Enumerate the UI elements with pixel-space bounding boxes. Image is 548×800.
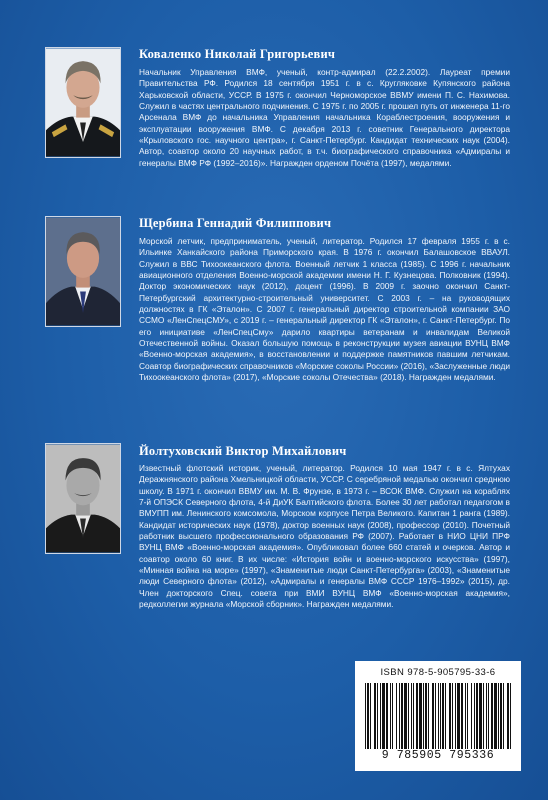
barcode-bar xyxy=(440,683,441,749)
barcode-bar xyxy=(507,683,509,749)
biography-text: Начальник Управления ВМФ, ученый, контр-адмирал (22.2.2002). Лауреат премии Правительства РФ. Родился 18 сентября 1951 г. в с. Кругляковке Купянского района Харьковской области, УССР. В 1975 г. окончил Черноморское ВВМУ имени П. С. Нахимова. Служил в частях центрального подчинения. С 1975 г. по 2005 г. прошел путь от инженера 11-го Арсенала ВМФ до начальника Управления начальника Кораблестроения, вооружения и эксплуатации вооружения ВМФ. С декабря 2013 г. советник Генерального директора «Крыловского гос. научного центра», г. Санкт-Петербург. Кандидат технических наук (2004). Автор, соавтор около 20 научных работ, в т.ч. биографического справочника «Адмиралы и генералы ВМФ РФ (1992–2016)». Награжден орденом Почёта (1997), медалями. xyxy=(139,67,510,168)
barcode-bar xyxy=(465,683,466,749)
barcode-bar xyxy=(432,683,434,749)
barcode-bar xyxy=(445,683,446,749)
isbn-barcode-box xyxy=(355,661,521,771)
barcode-bar xyxy=(419,683,422,749)
barcode-bar xyxy=(435,683,436,749)
biography-text: Морской летчик, предприниматель, ученый, литератор. Родился 17 февраля 1955 г. в с. Ильинке Ханкайского района Приморского края. В 1976 г. окончил Балашовское ВВАУЛ. Служил в ВВС Тихоокеанского флота. Военный летчик 1 класса (1985). С 1996 г. начальник авиационного отделения Военно-морской академии имени Н. Г. Кузнецова. Полковник (1994). Доктор экономических наук (2012), доцент (1996). В 2009 г. заочно окончил Санкт-Петербургский архитектурно-строительный университет. С 2003 г. – на руководящих должностях в ГК «Эталон». С 2007 г. генеральный директор строительной компании ЗАО ССМО «ЛенСпецСМУ», с 2019 г. – генеральный директор ГК «Эталон», г. Санкт-Петербург. По его инициативе «ЛенСпецСму» дарило квартиры ветеранам и инвалидам Великой Отечественной войны. Оказал большую помощь в реконструкции музея авиации ВУНЦ ВМФ «Военно-морская академия», в восстановлении и поддержке памятников павшим летчикам. Соавтор биографических справочников «Морские соколы России» (2016), «Заслуженные люди Тихоокеанского флота» (2017), «Морские соколы Отечества» (2018). Награжден медалями. xyxy=(139,236,510,383)
barcode-bar xyxy=(411,683,412,749)
biography-text: Известный флотский историк, ученый, литератор. Родился 10 мая 1947 г. в с. Ялтухах Деражнянского района Хмельницкой области, УССР. С серебряной медалью окончил среднюю школу. В 1971 г. окончил ВВМУ им. М. В. Фрунзе, в 1973 г. – ВСОК ВМФ. Служил на кораблях 7-й ОПЭСК Северного флота, 4-й ДиУК Балтийского флота. Более 30 лет работал педагогом в ВМУПП им. Ленинского комсомола, Морском корпусе Петра Великого. Капитан 1 ранга (1989). Кандидат исторических наук (1978), доктор военных наук (2008), профессор (2010). Почетный работник высшего профессионального образования РФ (2007). Работает в НИО ЦНИ ПРФ ВУНЦ ВМФ «Военно-морская академия». Опубликовал более 660 статей и очерков. Автор и соавтор около 60 книг. В их числе: «История войн и военно-морского искусства» (1997), «Минная война на море» (1997), «Знаменитые люди Санкт-Петербурга» (2003), «Знаменитые люди Северного флота» (2012), «Адмиралы и генералы ВМФ СССР 1976–1992» (2015), др. Член докторского Спец. совета при ВМИ ВУНЦ ВМФ «Военно-морская академия», редколлегии журнала «Морской сборник». Награжден медалями. xyxy=(139,463,510,610)
barcode-bar xyxy=(461,683,463,749)
portrait-shcherbina-image xyxy=(46,217,120,326)
barcode-bar xyxy=(474,683,475,749)
barcode-bars xyxy=(365,683,511,749)
barcode-bar xyxy=(382,683,385,749)
barcode-bar xyxy=(404,683,407,749)
barcode-bar xyxy=(483,683,484,749)
barcode-bar xyxy=(390,683,391,749)
person-name: Коваленко Николай Григорьевич xyxy=(139,47,336,61)
barcode-bar xyxy=(413,683,414,749)
barcode-bar xyxy=(367,683,369,749)
barcode-digits: 9 785905 795336 xyxy=(381,749,495,762)
barcode-bar xyxy=(396,683,397,749)
barcode-bar xyxy=(428,683,429,749)
barcode-bar xyxy=(380,683,381,749)
portrait-photo xyxy=(45,216,121,327)
barcode-bar xyxy=(442,683,444,749)
barcode-bar xyxy=(488,683,489,749)
barcode-bar xyxy=(416,683,418,749)
barcode-bar xyxy=(455,683,456,749)
person-name: Щербина Геннадий Филиппович xyxy=(139,216,332,230)
barcode-bar xyxy=(476,683,478,749)
barcode-bar xyxy=(423,683,424,749)
isbn-label: ISBN 978-5-905795-33-6 xyxy=(380,667,496,678)
portrait-kovalenko-image xyxy=(46,48,120,157)
barcode-bar xyxy=(386,683,388,749)
barcode-bar xyxy=(365,683,366,749)
barcode-bar xyxy=(452,683,453,749)
barcode-bar xyxy=(377,683,378,749)
barcode-bar xyxy=(498,683,499,749)
barcode-bar xyxy=(408,683,409,749)
barcode-bar xyxy=(510,683,511,749)
person-name: Йолтуховский Виктор Михайлович xyxy=(139,444,347,458)
barcode-bar xyxy=(500,683,502,749)
barcode-bar xyxy=(494,683,497,749)
barcode-bar xyxy=(479,683,482,749)
barcode-bar xyxy=(401,683,403,749)
portrait-yoltukhovsky-image xyxy=(46,444,120,553)
barcode-bar xyxy=(425,683,427,749)
barcode-bar xyxy=(471,683,472,749)
barcode-bar xyxy=(457,683,460,749)
portrait-photo xyxy=(45,443,121,554)
barcode-bar xyxy=(399,683,400,749)
barcode-bar xyxy=(467,683,468,749)
barcode-bar xyxy=(370,683,371,749)
barcode-bar xyxy=(449,683,451,749)
barcode-bar xyxy=(374,683,376,749)
barcode-bar xyxy=(438,683,439,749)
portrait-photo xyxy=(45,47,121,158)
barcode-bar xyxy=(491,683,493,749)
barcode-bar xyxy=(486,683,487,749)
barcode-bar xyxy=(503,683,504,749)
barcode-bar xyxy=(392,683,393,749)
